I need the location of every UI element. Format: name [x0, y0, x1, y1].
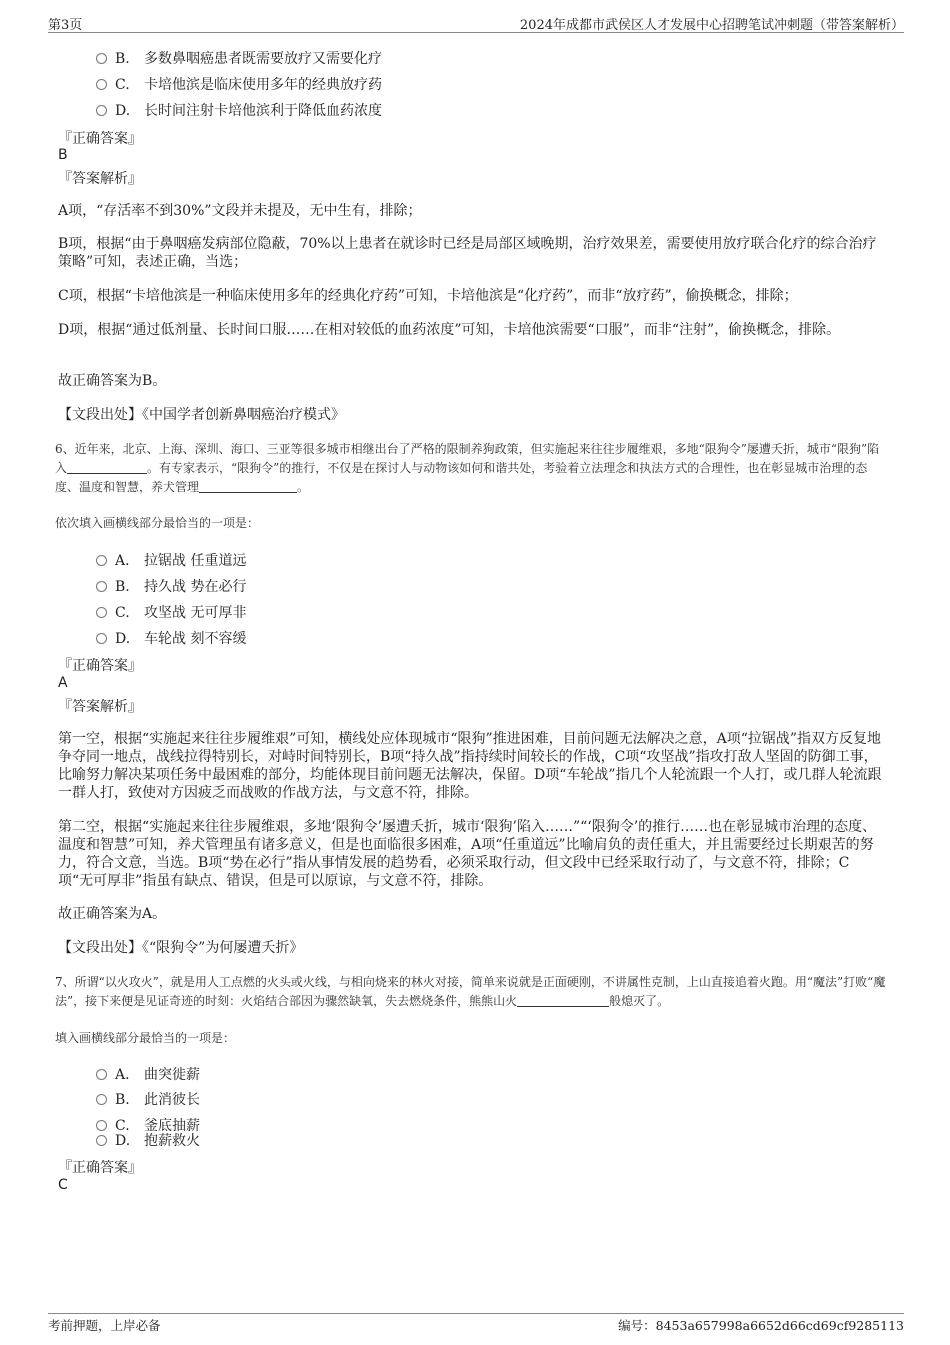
q7-option-b[interactable]: B. 此消彼长 — [96, 1089, 200, 1109]
q6-analysis-first-blank: 第一空，根据“实施起来往往步履维艰”可知，横线处应体现城市“限狗”推进困难，目前问题无法解决之意，A项“拉锯战”指双方反复地争夺同一地点，战线拉得特别长，对峙时间特别长，B项“持久战”指持续时间较长的作战，C项“攻坚战”指攻打敌人坚固的防御工事，比喻努力解决某项任务中最困难的部分，均能体现目前问题无法解决，保留。D项“车轮战”指几个人轮流跟一个人打，或几群人轮流跟一群人打，致使对方因疲乏而战败的作战方法，与文意不符，排除。 — [58, 731, 882, 801]
q5-option-d[interactable]: D. 长时间注射卡培他滨利于降低血药浓度 — [96, 100, 382, 120]
page-footer — [48, 1313, 904, 1333]
radio-circle-icon[interactable] — [96, 105, 107, 116]
q6-source: 【文段出处】《“限狗令”为何屡遭夭折》 — [58, 940, 304, 956]
q6-analysis-label: 『答案解析』 — [58, 699, 142, 715]
q6-option-c[interactable]: C. 攻坚战 无可厚非 — [96, 602, 246, 622]
q5-answer: B — [58, 147, 68, 163]
q6-option-d[interactable]: D. 车轮战 刻不容缓 — [96, 628, 246, 648]
q5-analysis-label: 『答案解析』 — [58, 171, 142, 187]
q6-stem: 6、近年来，北京、上海、深圳、海口、三亚等很多城市相继出台了严格的限制养狗政策，但实施起来往往步履维艰，多地“限狗令”屡遭夭折，城市“限狗”陷入 。有专家表示，“限狗令”的推行，不仅是在探讨人与动物该如何和谐共处，考验着立法理念和执法方式的合理性，也在彰显城市治理的态度、温度和智慧，养犬管理 。 — [55, 442, 880, 494]
radio-circle-icon[interactable] — [96, 581, 107, 592]
q6-analysis-second-blank: 第二空，根据“实施起来往往步履维艰，多地‘限狗令’屡遭夭折，城市‘限狗’陷入……”“‘限狗令’的推行……也在彰显城市治理的态度、温度和智慧”可知，养犬管理虽有诸多意义，但是也面临很多困难，A项“任重道远”比喻肩负的责任重大，并且需要经过长期艰苦的努力，符合文意，当选。B项“势在必行”指从事情发展的趋势看，必须采取行动，但文段中已经采取行动了，与文意不符，排除；C项“无可厚非”指虽有缺点、错误，但是可以原谅，与文意不符，排除。 — [58, 819, 877, 889]
q7-stem: 7、所谓“以火攻火”，就是用人工点燃的火头或火线，与相向烧来的林火对接，简单来说就是正面硬刚，不讲属性克制，上山直接追着火跑。用“魔法”打败“魔法”，接下来便是见证奇迹的时刻：火焰结合部因为骤然缺氧，失去燃烧条件，熊熊山火 般熄灭了。 — [55, 975, 886, 1008]
page-header — [48, 14, 904, 33]
q5-analysis-c: C项，根据“卡培他滨是一种临床使用多年的经典化疗药”可知，卡培他滨是“化疗药”，而非“放疗药”，偷换概念，排除； — [58, 288, 798, 304]
q5-conclusion: 故正确答案为B。 — [58, 373, 167, 389]
radio-circle-icon[interactable] — [96, 1094, 107, 1105]
q5-source: 【文段出处】《中国学者创新鼻咽癌治疗模式》 — [58, 407, 345, 423]
q7-option-a[interactable]: A． 曲突徙薪 — [96, 1064, 200, 1084]
q7-option-c[interactable]: C. 釜底抽薪 — [96, 1115, 200, 1135]
q5-analysis-d: D项，根据“通过低剂量、长时间口服……在相对较低的血药浓度”可知，卡培他滨需要“口服”，而非“注射”，偷换概念，排除。 — [58, 322, 841, 338]
q5-analysis-a: A项，“存活率不到30%”文段并未提及，无中生有，排除； — [58, 203, 422, 219]
footer-slogan: 考前押题，上岸必备 — [48, 1318, 161, 1333]
q6-blank-2 — [199, 480, 297, 493]
radio-circle-icon[interactable] — [96, 555, 107, 566]
q6-instruction: 依次填入画横线部分最恰当的一项是： — [55, 516, 260, 530]
radio-circle-icon[interactable] — [96, 1135, 107, 1146]
radio-circle-icon[interactable] — [96, 607, 107, 618]
q6-answer-label: 『正确答案』 — [58, 658, 142, 674]
q5-option-c[interactable]: C. 卡培他滨是临床使用多年的经典放疗药 — [96, 74, 382, 94]
q7-answer-label: 『正确答案』 — [58, 1160, 142, 1176]
q6-answer: A — [58, 675, 68, 691]
q6-conclusion: 故正确答案为A。 — [58, 906, 167, 922]
q7-instruction: 填入画横线部分最恰当的一项是： — [55, 1031, 236, 1045]
q7-blank — [517, 994, 609, 1007]
page-number: 第3页 — [48, 18, 83, 33]
q7-option-d[interactable]: D. 抱薪救火 — [96, 1130, 200, 1150]
q5-answer-label: 『正确答案』 — [58, 131, 142, 147]
q5-analysis-b: B项，根据“由于鼻咽癌发病部位隐蔽，70%以上患者在就诊时已经是局部区域晚期，治疗效果差，需要使用放疗联合化疗的综合治疗策略”可知，表述正确，当选； — [58, 236, 877, 270]
q6-option-a[interactable]: A． 拉锯战 任重道远 — [96, 550, 246, 570]
radio-circle-icon[interactable] — [96, 53, 107, 64]
document-title: 2024年成都市武侯区人才发展中心招聘笔试冲刺题（带答案解析） — [519, 18, 904, 33]
radio-circle-icon[interactable] — [96, 79, 107, 90]
q6-option-b[interactable]: B. 持久战 势在必行 — [96, 576, 246, 596]
q6-blank-1 — [67, 461, 147, 474]
document-id: 编号：8453a657998a6652d66cd69cf9285113 — [618, 1318, 904, 1333]
radio-circle-icon[interactable] — [96, 633, 107, 644]
q7-answer: C — [58, 1177, 68, 1193]
q5-option-b[interactable]: B. 多数鼻咽癌患者既需要放疗又需要化疗 — [96, 48, 382, 68]
radio-circle-icon[interactable] — [96, 1069, 107, 1080]
